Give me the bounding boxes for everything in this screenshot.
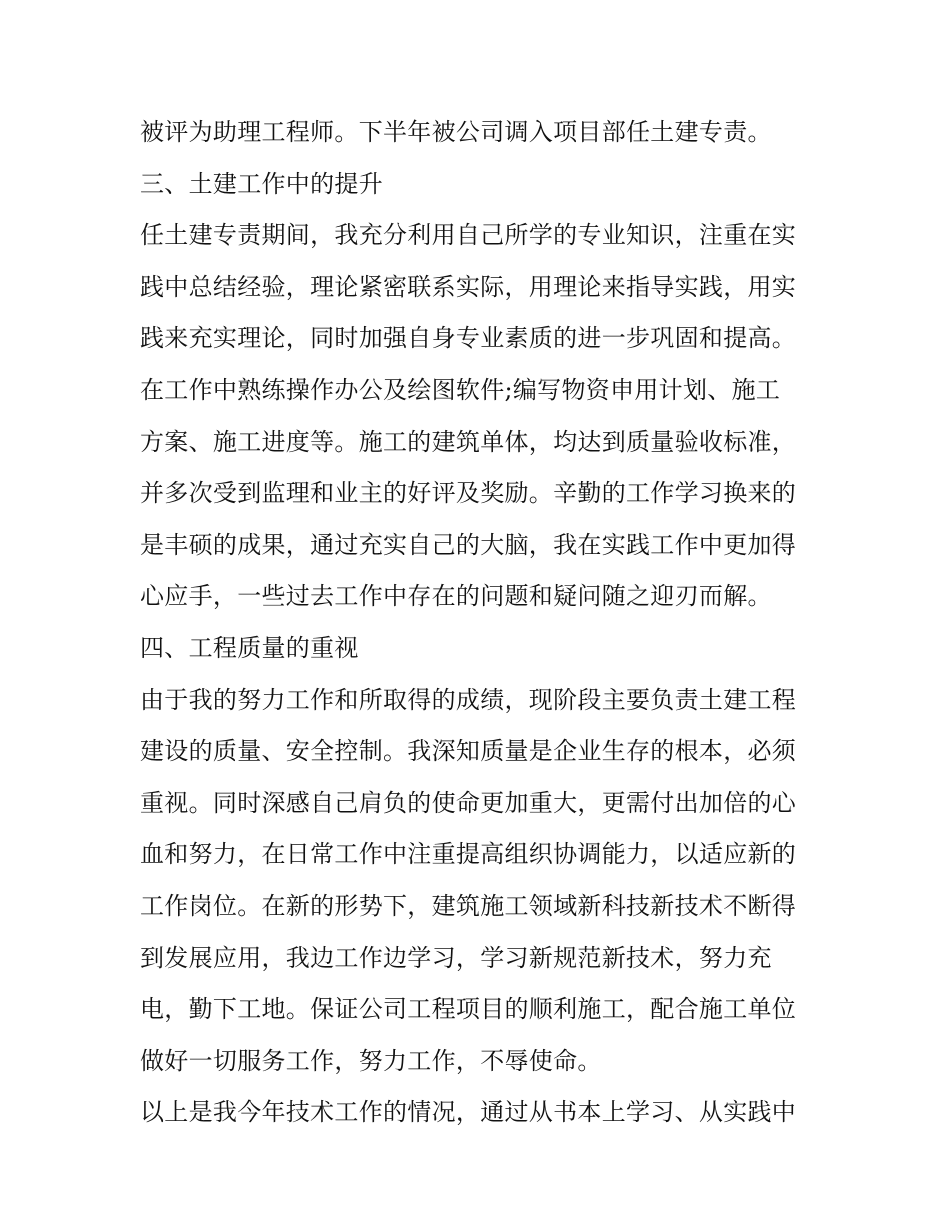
text-line: 电，勤下工地。保证公司工程项目的顺利施工，配合施工单位 xyxy=(140,995,797,1024)
text-line: 心应手，一些过去工作中存在的问题和疑问随之迎刃而解。 xyxy=(140,582,772,611)
text-line: 被评为助理工程师。下半年被公司调入项目部任土建专责。 xyxy=(140,118,772,146)
text-line: 并多次受到监理和业主的好评及奖励。辛勤的工作学习换来的 xyxy=(140,479,797,508)
text-line: 任土建专责期间，我充分利用自己所学的专业知识，注重在实 xyxy=(140,221,797,250)
text-line: 建设的质量、安全控制。我深知质量是企业生存的根本，必须 xyxy=(140,737,797,766)
text-line: 践中总结经验，理论紧密联系实际，用理论来指导实践，用实 xyxy=(140,272,797,301)
text-line: 血和努力，在日常工作中注重提高组织协调能力，以适应新的 xyxy=(140,840,797,869)
section-heading: 三、土建工作中的提升 xyxy=(140,169,383,198)
text-line: 方案、施工进度等。施工的建筑单体，均达到质量验收标准， xyxy=(140,427,797,456)
text-line: 由于我的努力工作和所取得的成绩，现阶段主要负责土建工程 xyxy=(140,685,797,714)
text-line: 践来充实理论，同时加强自身专业素质的进一步巩固和提高。 xyxy=(140,324,797,353)
section-heading: 四、工程质量的重视 xyxy=(140,633,359,662)
text-line: 工作岗位。在新的形势下，建筑施工领域新科技新技术不断得 xyxy=(140,891,797,920)
document-body xyxy=(140,107,820,1139)
text-line: 到发展应用，我边工作边学习，学习新规范新技术，努力充 xyxy=(140,943,772,972)
text-line: 做好一切服务工作，努力工作，不辱使命。 xyxy=(140,1046,602,1075)
text-line: 在工作中熟练操作办公及绘图软件;编写物资申用计划、施工 xyxy=(140,375,781,404)
text-line: 是丰硕的成果，通过充实自己的大脑，我在实践工作中更加得 xyxy=(140,530,797,559)
text-line: 重视。同时深感自己肩负的使命更加重大，更需付出加倍的心 xyxy=(140,788,797,817)
text-line: 以上是我今年技术工作的情况，通过从书本上学习、从实践中 xyxy=(140,1098,797,1127)
